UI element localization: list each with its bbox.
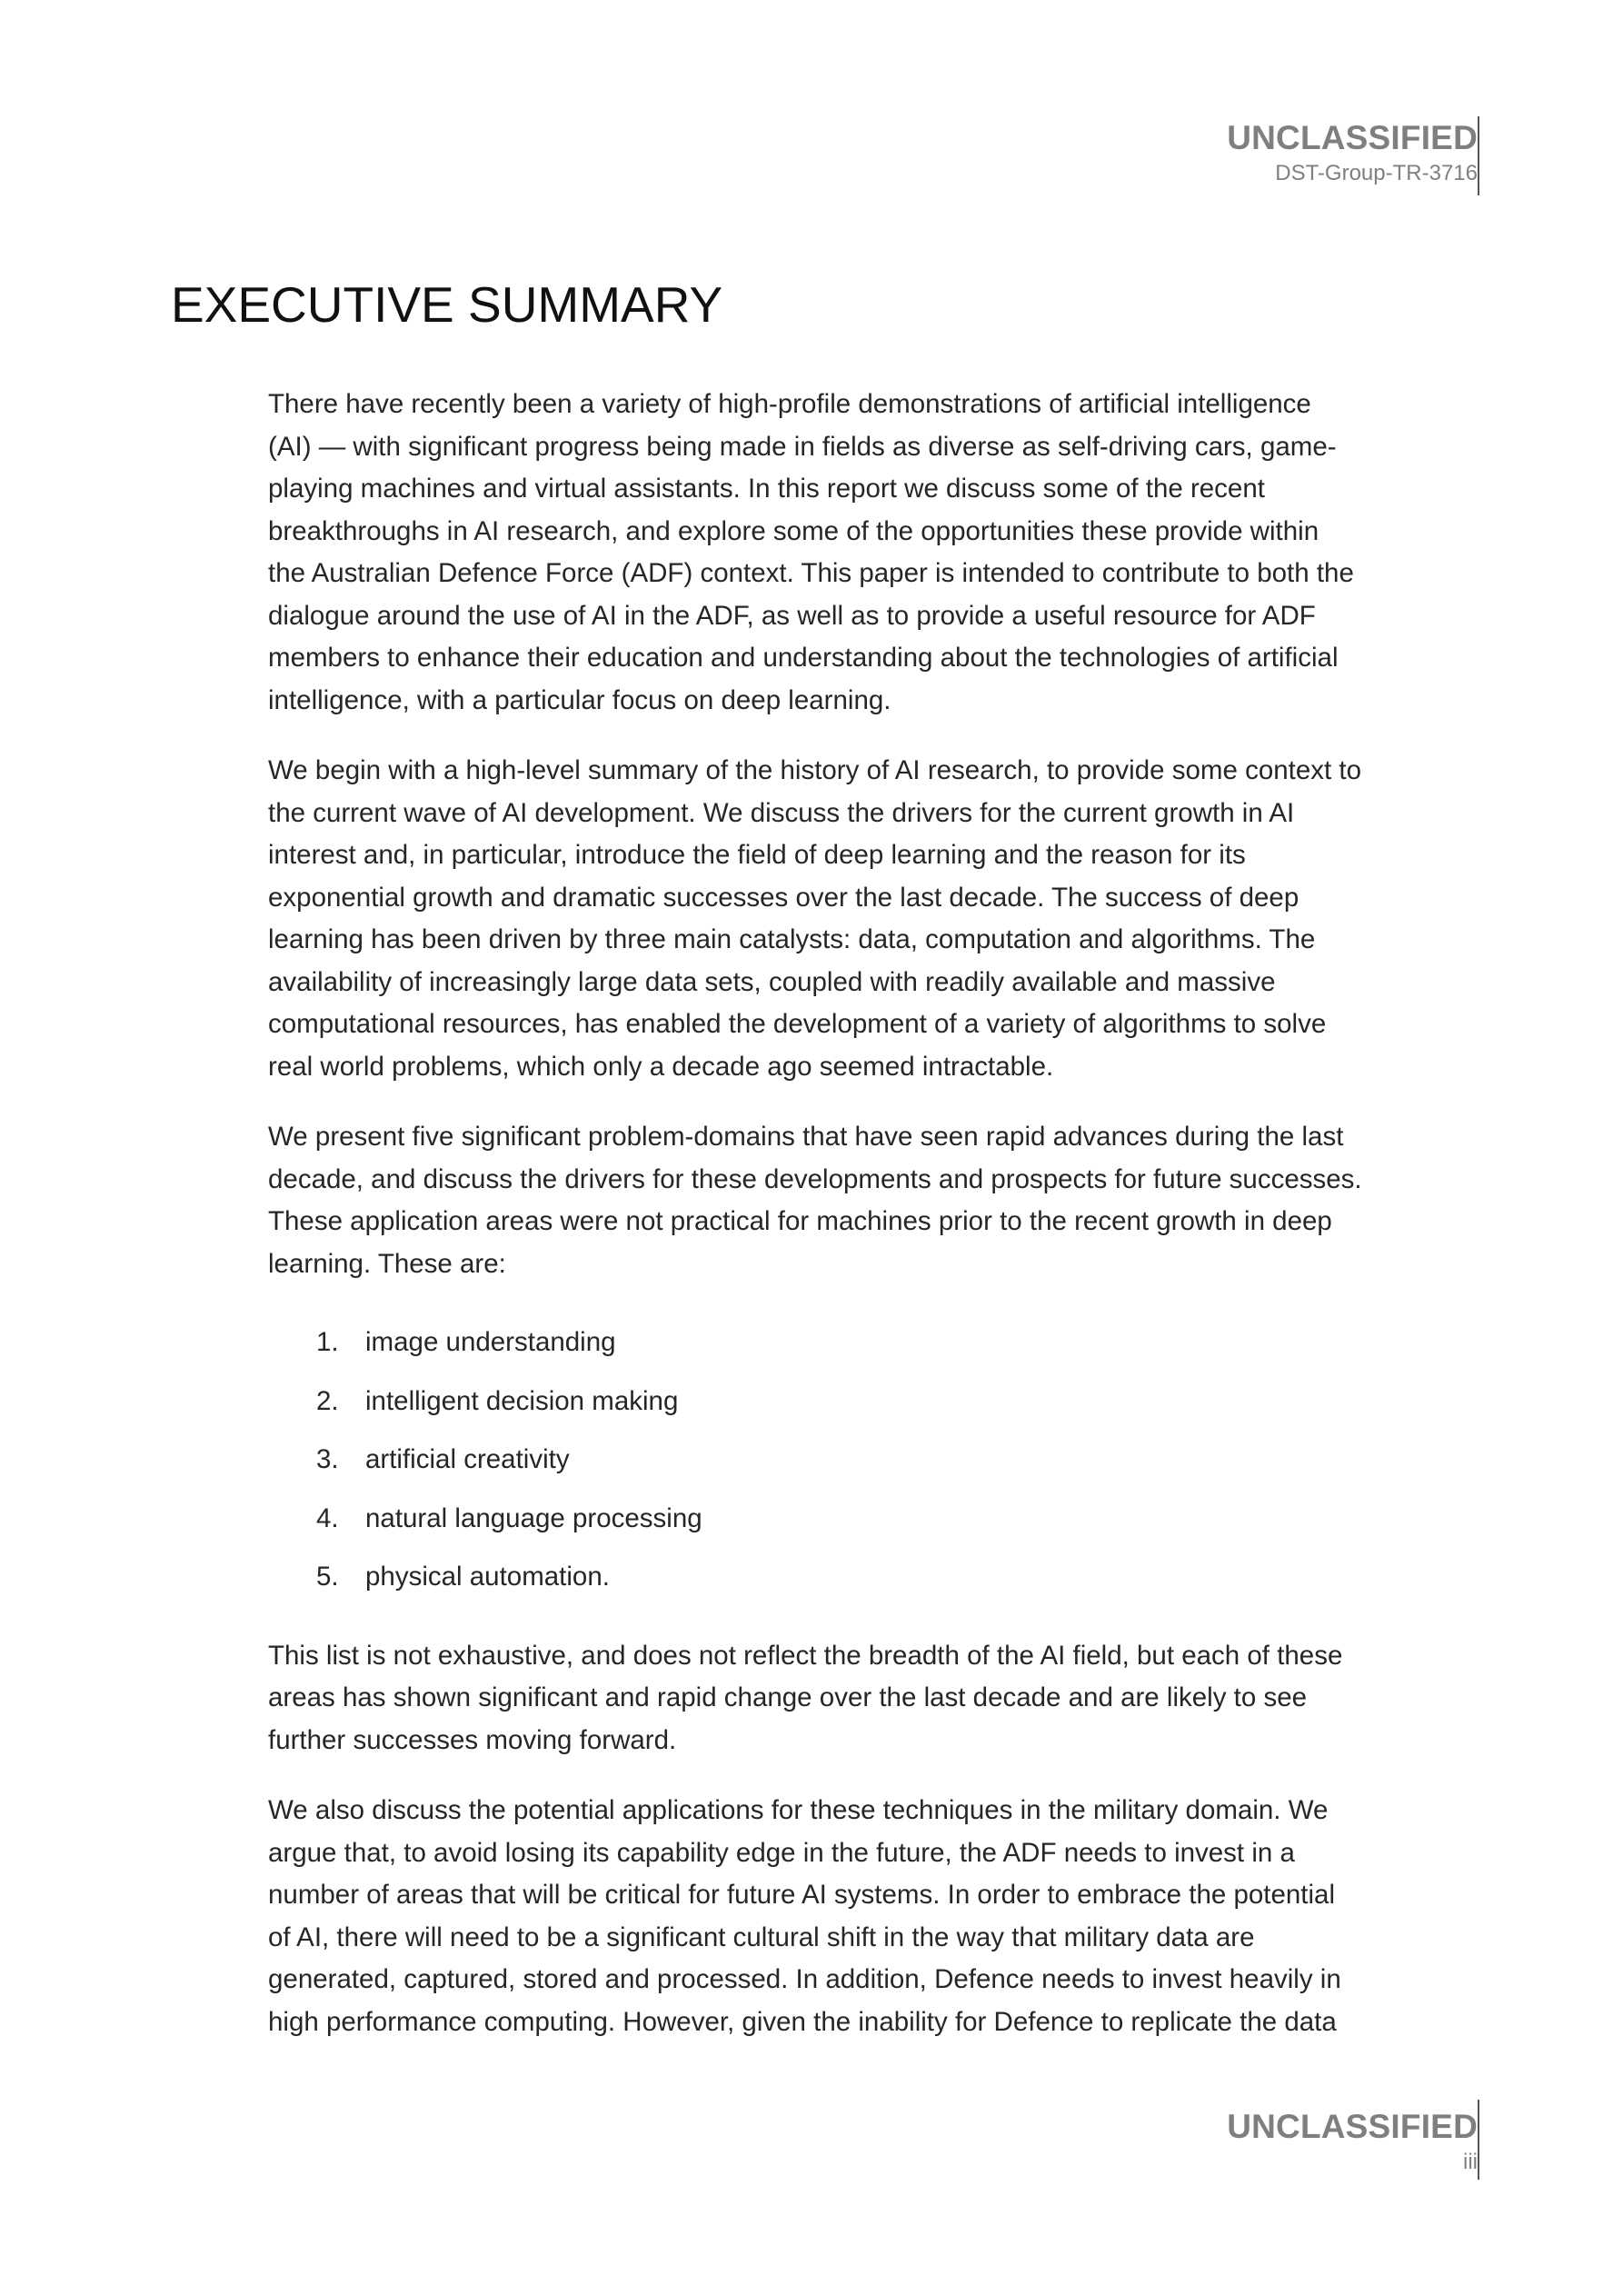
list-number: 5. <box>316 1562 339 1592</box>
text-line: the current wave of AI development. We discuss the drivers for the current growth in AI <box>268 797 1295 828</box>
list-item <box>268 1431 1504 1490</box>
list-text: intelligent decision making <box>365 1385 679 1416</box>
list-number: 3. <box>316 1444 339 1474</box>
paragraph-intro <box>268 384 1504 722</box>
text-line: argue that, to avoid losing its capability edge in the future, the ADF needs to invest in a <box>268 1837 1295 1868</box>
text-line: number of areas that will be critical for future AI systems. In order to embrace the potential <box>268 1880 1335 1910</box>
page-footer <box>1227 2107 1478 2178</box>
text-line: We present five significant problem-domains that have seen rapid advances during the last <box>268 1122 1344 1152</box>
text-line: learning. These are: <box>268 1248 506 1279</box>
list-item <box>268 1548 1504 1607</box>
paragraph-domains <box>268 1116 1504 1285</box>
paragraph-history <box>268 750 1504 1088</box>
text-line: interest and, in particular, introduce the field of deep learning and the reason for its <box>268 840 1246 870</box>
list-text: physical automation. <box>365 1562 610 1592</box>
list-number: 2. <box>316 1385 339 1416</box>
header-divider <box>1478 116 1479 195</box>
list-number: 4. <box>316 1502 339 1533</box>
text-line: (AI) — with significant progress being made in fields as diverse as self-driving cars, game- <box>268 431 1337 462</box>
text-line: playing machines and virtual assistants. In this report we discuss some of the recent <box>268 474 1265 504</box>
list-number: 1. <box>316 1327 339 1357</box>
text-line: breakthroughs in AI research, and explore some of the opportunities these provide within <box>268 515 1319 546</box>
page-header <box>1227 118 1478 189</box>
classification-label: UNCLASSIFIED <box>1227 119 1478 156</box>
text-line: of AI, there will need to be a significant cultural shift in the way that military data are <box>268 1922 1255 1952</box>
report-number: DST-Group-TR-3716 <box>1275 161 1478 185</box>
text-line: decade, and discuss the drivers for these developments and prospects for future successes. <box>268 1163 1362 1194</box>
text-line: There have recently been a variety of high-profile demonstrations of artificial intelligence <box>268 389 1311 419</box>
text-line: computational resources, has enabled the development of a variety of algorithms to solve <box>268 1009 1327 1039</box>
text-line: further successes moving forward. <box>268 1724 677 1755</box>
text-line: dialogue around the use of AI in the ADF, as well as to provide a useful resource for ADF <box>268 600 1316 631</box>
footer-divider <box>1478 2100 1479 2180</box>
page-number: iii <box>1463 2150 1478 2174</box>
document-body <box>268 384 1504 2071</box>
text-line: learning has been driven by three main catalysts: data, computation and algorithms. The <box>268 924 1316 954</box>
text-line: We begin with a high-level summary of the history of AI research, to provide some context to <box>268 755 1361 785</box>
text-line: This list is not exhaustive, and does not reflect the breadth of the AI field, but each of these <box>268 1640 1343 1671</box>
text-line: areas has shown significant and rapid change over the last decade and are likely to see <box>268 1682 1308 1712</box>
text-line: exponential growth and dramatic successes over the last decade. The success of deep <box>268 882 1299 913</box>
classification-label: UNCLASSIFIED <box>1227 2108 1478 2145</box>
text-line: availability of increasingly large data sets, coupled with readily available and massive <box>268 966 1276 997</box>
text-line: intelligence, with a particular focus on deep learning. <box>268 684 891 715</box>
list-text: artificial creativity <box>365 1444 570 1474</box>
paragraph-list-note <box>268 1635 1504 1762</box>
text-line: These application areas were not practical for machines prior to the recent growth in deep <box>268 1206 1332 1236</box>
list-item <box>268 1313 1504 1373</box>
text-line: members to enhance their education and understanding about the technologies of artificial <box>268 643 1339 673</box>
text-line: the Australian Defence Force (ADF) context. This paper is intended to contribute to both the <box>268 558 1354 588</box>
text-line: We also discuss the potential applications for these techniques in the military domain. We <box>268 1795 1329 1825</box>
page-title: EXECUTIVE SUMMARY <box>171 276 723 333</box>
text-line: high performance computing. However, given the inability for Defence to replicate the data <box>268 2006 1337 2037</box>
list-text: natural language processing <box>365 1502 702 1533</box>
text-line: generated, captured, stored and processed. In addition, Defence needs to invest heavily in <box>268 1964 1341 1994</box>
problem-domains-list <box>268 1313 1504 1607</box>
list-item <box>268 1490 1504 1549</box>
paragraph-military <box>268 1790 1504 2043</box>
text-line: real world problems, which only a decade ago seemed intractable. <box>268 1051 1054 1082</box>
list-text: image understanding <box>365 1327 616 1357</box>
list-item <box>268 1373 1504 1432</box>
